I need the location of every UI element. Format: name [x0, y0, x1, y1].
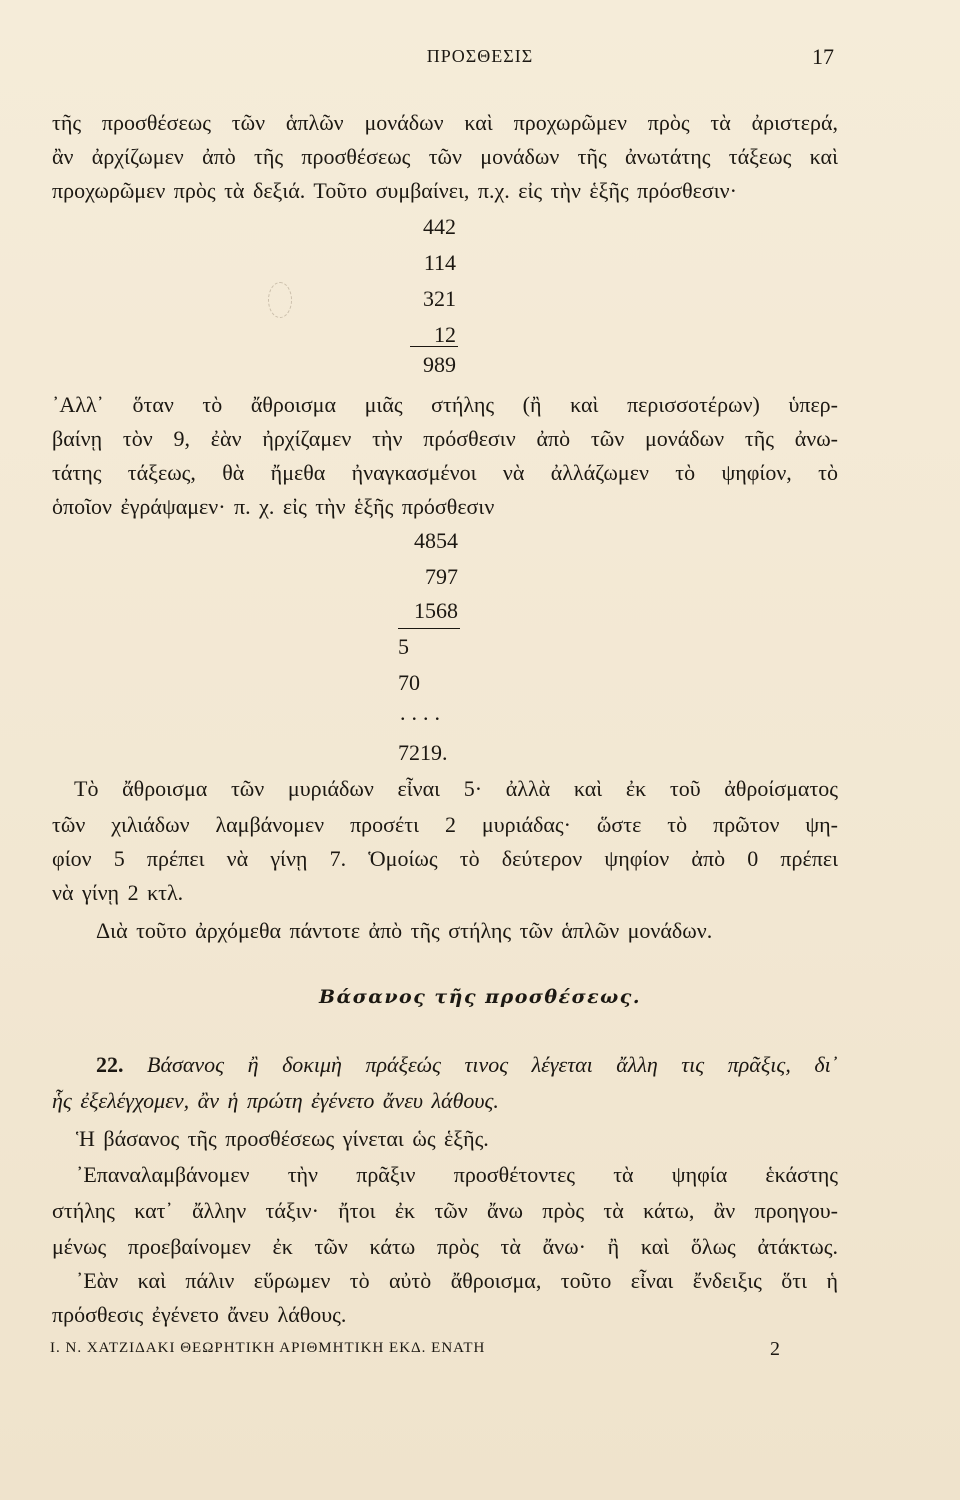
closing-line-6: πρόσθεσις ἐγένετο ἄνευ λάθους.: [52, 1302, 347, 1327]
explanation-line-4: νὰ γίνῃ 2 κτλ.: [52, 880, 184, 905]
paragraph-22-line-1: [96, 1054, 838, 1076]
signature-mark: 2: [770, 1338, 780, 1360]
closing-line-1: Ἡ βάσανος τῆς προσθέσεως γίνεται ὡς ἑξῆς.: [76, 1126, 489, 1151]
addend: 1568: [414, 598, 458, 623]
running-header: ΠΡΟΣΘΕΣΙΣ: [426, 46, 534, 66]
sum-rule: [398, 628, 460, 629]
explanation-line-1: Τὸ ἄθροισμα τῶν μυριάδων εἶναι 5· ἀλλὰ καὶ ἐκ τοῦ ἀθροίσματος: [74, 776, 838, 801]
addend: 797: [425, 564, 458, 589]
closing-line-4: μένως προεβαίνομεν ἐκ τῶν κάτω πρὸς τὰ ἄνω· ἢ καὶ ὅλως ἀτάκτως.: [52, 1234, 838, 1259]
sum: 7219.: [398, 740, 448, 765]
addend: 442: [423, 214, 456, 239]
closing-line-5: ᾿Εὰν καὶ πάλιν εὕρωμεν τὸ αὐτὸ ἄθροισμα, τοῦτο εἶναι ἔνδειξις ὅτι ἡ: [76, 1268, 838, 1293]
partial-sum: 5: [398, 634, 409, 659]
paragraph-22-line-2: ἧς ἐξελέγχομεν, ἂν ἡ πρώτη ἐγένετο ἄνευ λάθους.: [52, 1088, 499, 1113]
intro-line-3: προχωρῶμεν πρὸς τὰ δεξιά. Τοῦτο συμβαίνει, π.χ. εἰς τὴν ἑξῆς πρόσθεσιν·: [52, 178, 737, 203]
intro-line-2: ἂν ἀρχίζωμεν ἀπὸ τῆς προσθέσεως τῶν μονάδων τῆς ἀνωτάτης τάξεως καὶ: [52, 144, 838, 169]
sum: 989: [423, 352, 456, 377]
paragraph-number: 22.: [96, 1052, 124, 1077]
definition-text: Βάσανος ἢ δοκιμὴ πράξεώς τινος λέγεται ἄλλη τις πρᾶξις, δι᾿: [147, 1052, 839, 1077]
addend: 114: [423, 250, 456, 275]
section-heading: Βάσανος τῆς προσθέσεως.: [319, 986, 641, 1008]
closing-line-3: στήλης κατ᾿ ἄλλην τάξιν· ἤτοι ἐκ τῶν ἄνω πρὸς τὰ κάτω, ἂν προηγου-: [52, 1198, 838, 1223]
addend: 4854: [414, 528, 458, 553]
conclusion-line: Διὰ τοῦτο ἀρχόμεθα πάντοτε ἀπὸ τῆς στήλης τῶν ἁπλῶν μονάδων.: [96, 918, 713, 943]
addend: 321: [423, 286, 456, 311]
addend: 12: [434, 322, 456, 347]
partial-sum: 70: [398, 670, 420, 695]
middle-line-4: ὁποῖον ἐγράψαμεν· π. χ. εἰς τὴν ἑξῆς πρόσθεσιν: [52, 494, 495, 519]
footer-imprint: Ι. Ν. ΧΑΤΖΙΔΑΚΙ ΘΕΩΡΗΤΙΚΗ ΑΡΙΘΜΗΤΙΚΗ ΕΚΔ. ΕΝΑΤΗ: [50, 1340, 486, 1356]
placeholder-dots: ....: [400, 700, 446, 725]
page-number: 17: [812, 44, 834, 69]
closing-line-2: ᾿Επαναλαμβάνομεν τὴν πρᾶξιν προσθέτοντες τὰ ψηφία ἑκάστης: [76, 1162, 838, 1187]
explanation-line-2: τῶν χιλιάδων λαμβάνομεν προσέτι 2 μυριάδας· ὥστε τὸ πρῶτον ψη-: [52, 812, 838, 837]
explanation-line-3: φίον 5 πρέπει νὰ γίνῃ 7. Ὁμοίως τὸ δεύτερον ψηφίον ἀπὸ 0 πρέπει: [52, 846, 838, 871]
middle-line-1: ᾿Αλλ᾿ ὅταν τὸ ἄθροισμα μιᾶς στήλης (ἢ καὶ περισσοτέρων) ὑπερ-: [52, 392, 838, 417]
middle-line-3: τάτης τάξεως, θὰ ἤμεθα ἠναγκασμένοι νὰ ἀλλάζωμεν τὸ ψηφίον, τὸ: [52, 460, 838, 485]
page-stain: [268, 282, 292, 318]
intro-line-1: τῆς προσθέσεως τῶν ἁπλῶν μονάδων καὶ προχωρῶμεν πρὸς τὰ ἀριστερά,: [52, 110, 838, 135]
middle-line-2: βαίνῃ τὸν 9, ἐὰν ἠρχίζαμεν τὴν πρόσθεσιν ἀπὸ τῶν μονάδων τῆς ἀνω-: [52, 426, 838, 451]
sum-rule: [410, 346, 458, 347]
